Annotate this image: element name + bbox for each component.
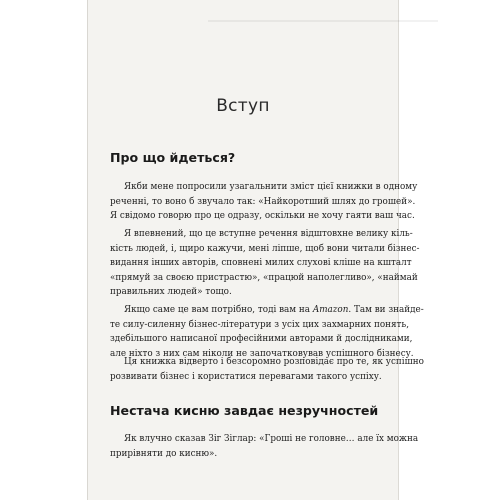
paragraph-1 xyxy=(110,180,418,224)
chapter-title: Вступ xyxy=(216,96,270,116)
paragraph-2 xyxy=(110,227,420,300)
paragraph-4 xyxy=(110,355,424,384)
text-line: Ця книжка відверто і безсоромно розповідає про те, як успішно xyxy=(124,357,424,367)
book-page xyxy=(88,0,424,500)
text-line: «прямуй за своєю пристрастю», «працюй наполегливо», «наймай xyxy=(110,272,418,283)
text-line: Як влучно сказав Зіг Зіглар: «Гроші не головне… але їх можна xyxy=(124,434,419,444)
text-line: здебільшого написаної професійними авторами й дослідниками, xyxy=(110,334,413,345)
paragraph-5 xyxy=(110,432,419,461)
text-line: правильних людей» тощо. xyxy=(110,287,232,298)
section-heading-about: Про що йдеться? xyxy=(110,150,236,165)
text-fragment: Якщо саме це вам потрібно, тоді вам на xyxy=(124,305,313,315)
text-line: Якби мене попросили узагальнити зміст цієї книжки в одному xyxy=(124,182,418,192)
text-line: те силу-силенну бізнес-літератури з усіх цих захмарних понять, xyxy=(110,319,410,330)
text-line: Я свідомо говорю про це одразу, оскільки не хочу гаяти ваш час. xyxy=(110,211,415,222)
paragraph-3 xyxy=(110,303,424,361)
amazon-emphasis: Amazon xyxy=(312,305,349,315)
bleed-through-shadow xyxy=(208,20,438,22)
section-heading-oxygen: Нестача кисню завдає незручностей xyxy=(110,403,379,418)
text-line: кість людей, і, щиро кажучи, мені ліпше, щоб вони читали бізнес- xyxy=(110,243,420,254)
text-line: але ніхто з них сам ніколи не започатковував успішного бізнесу. xyxy=(110,348,414,359)
text-line: Я впевнений, що це вступне речення відштовхне велику кіль- xyxy=(124,229,413,239)
text-line: видання інших авторів, сповнені милих слухові кліше на кшталт xyxy=(110,258,412,269)
text-line: реченні, то воно б звучало так: «Найкоротший шлях до грошей». xyxy=(110,196,416,207)
text-line: прирівняти до кисню». xyxy=(110,448,218,459)
text-line: розвивати бізнес і користатися перевагами такого успіху. xyxy=(110,371,382,382)
text-line xyxy=(110,303,424,318)
text-fragment: . Там ви знайде- xyxy=(348,305,424,315)
